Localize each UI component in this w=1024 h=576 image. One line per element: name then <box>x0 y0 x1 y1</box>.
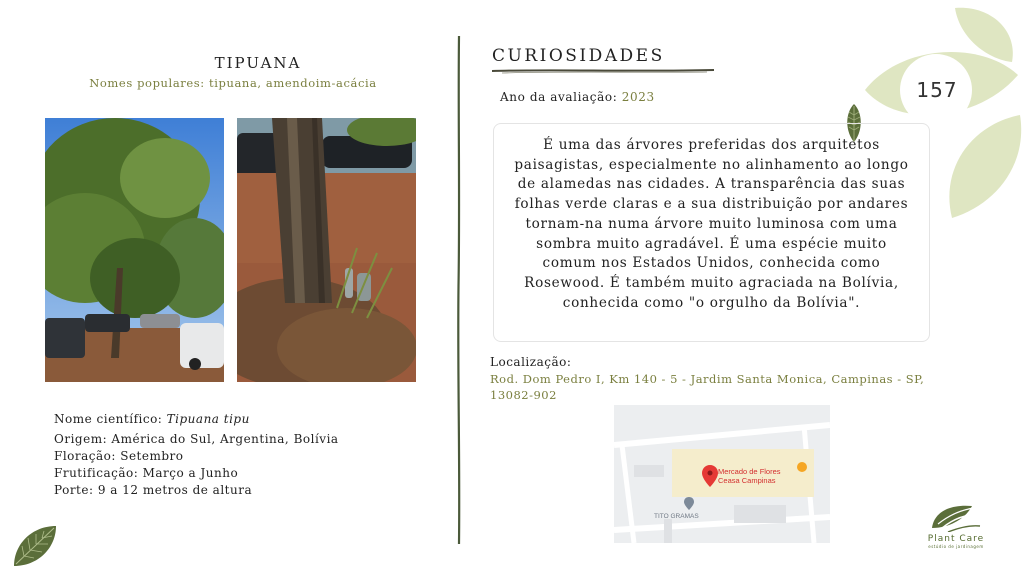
map-poi-label: TITO GRAMAS <box>654 513 699 520</box>
scientific-value: Tipuana tipu <box>166 412 250 426</box>
evaluation-year <box>500 90 655 104</box>
curiosities-text: É uma das árvores preferidas dos arquitetos paisagistas, especialmente no alinhamento ao longo de alamedas nas cidades. A transparência das suas folhas verde claras e a sua distribuição por andares tornam-na numa árvore muito luminosa com uma sombra muito agradável. É uma espécie muito comum nos Estados Unidos, conhecida como Rosewood. É também muito agraciada na Bolívia, conhecida como "o orgulho da Bolívia". <box>514 137 909 311</box>
scientific-label: Nome científico: <box>54 412 167 426</box>
species-facts <box>54 411 339 499</box>
food-poi-icon <box>797 462 807 472</box>
leaf-decoration-bottom-left <box>10 522 60 570</box>
vertical-divider <box>455 36 463 544</box>
title-underline <box>492 67 716 75</box>
popular-names: Nomes populares: tipuana, amendoim-acácia <box>89 76 377 90</box>
fact-origin: Origem: América do Sul, Argentina, Bolívia <box>54 432 339 446</box>
fact-scientific-name <box>54 411 339 428</box>
leaf-shape-3 <box>949 115 1021 218</box>
curiosities-title: CURIOSIDADES <box>492 46 665 66</box>
fact-flowering: Floração: Setembro <box>54 449 184 463</box>
plant-care-logo-icon <box>930 502 982 532</box>
curiosities-card <box>493 123 930 342</box>
brand-name: Plant Care <box>927 534 985 544</box>
map-place-line1: Mercado de Flores <box>718 467 781 476</box>
map-place-line2: Ceasa Campinas <box>718 476 776 485</box>
location-map[interactable] <box>614 405 830 543</box>
tree-photo-1 <box>45 118 224 382</box>
year-value: 2023 <box>621 90 655 104</box>
year-label: Ano da avaliação: <box>500 90 622 104</box>
fact-fruiting: Frutificação: Março a Junho <box>54 466 239 480</box>
tree-photo-2 <box>237 118 416 382</box>
fact-size: Porte: 9 a 12 metros de altura <box>54 483 253 497</box>
location-label: Localização: <box>490 355 572 369</box>
location-address: Rod. Dom Pedro I, Km 140 - 5 - Jardim Santa Monica, Campinas - SP, 13082-902 <box>490 372 925 402</box>
page-number: 157 <box>916 78 958 102</box>
species-title: TIPUANA <box>214 54 302 72</box>
brand-tagline: estúdio de jardinagem <box>928 544 984 549</box>
